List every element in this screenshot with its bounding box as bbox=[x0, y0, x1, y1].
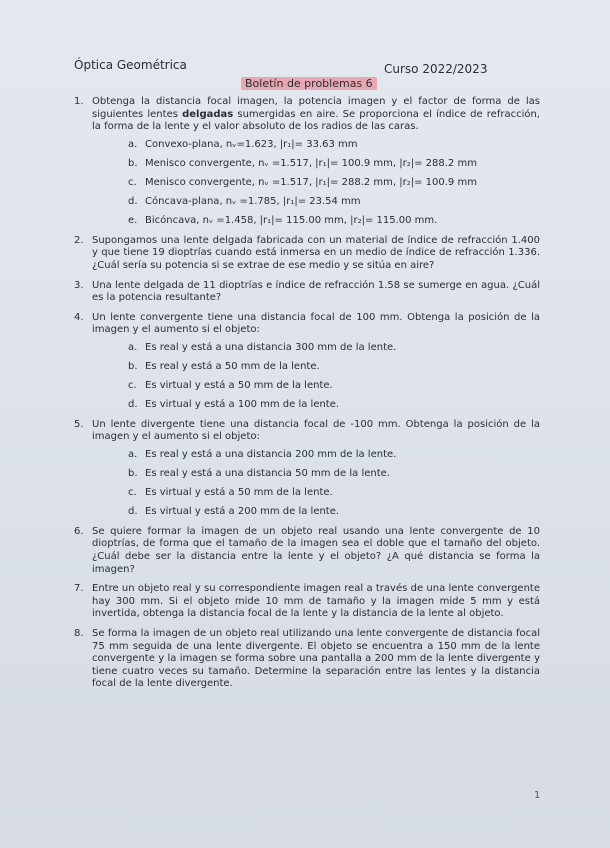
question-1 bbox=[74, 96, 540, 228]
sub-item bbox=[128, 177, 540, 190]
question-text: Un lente convergente tiene una distancia focal de 100 mm. Obtenga la posición de la imagen y el aumento si el objeto: bbox=[92, 311, 540, 336]
sub-letter: d. bbox=[128, 399, 138, 411]
question-text: Supongamos una lente delgada fabricada con un material de índice de refracción 1.400 y que tiene 19 dioptrías cuando está inmersa en un medio de índice de refracción 1.336. ¿Cuál sería su potencia si se extrae de ese medio y se sitúa en aire? bbox=[92, 234, 540, 271]
question-7 bbox=[74, 583, 540, 621]
sub-letter: a. bbox=[128, 138, 138, 150]
sub-text: Es virtual y está a 200 mm de la lente. bbox=[145, 506, 340, 518]
question-text: Obtenga la distancia focal imagen, la potencia imagen y el factor de forma de las siguientes lentes bbox=[92, 96, 540, 120]
question-2 bbox=[74, 235, 540, 273]
sub-item bbox=[128, 468, 540, 481]
sub-text: Menisco convergente, nᵥ =1.517, |r₁|= 100.9 mm, |r₂|= 288.2 mm bbox=[145, 157, 477, 169]
sub-text: Bicóncava, nᵥ =1.458, |r₁|= 115.00 mm, |r₂|= 115.00 mm. bbox=[145, 215, 438, 227]
question-5 bbox=[74, 419, 540, 519]
sub-text: Cóncava-plana, nᵥ =1.785, |r₁|= 23.54 mm bbox=[145, 196, 361, 208]
sub-list bbox=[128, 449, 540, 519]
sub-item bbox=[128, 449, 540, 462]
sub-letter: c. bbox=[128, 487, 137, 499]
sub-item bbox=[128, 158, 540, 171]
course-year: Curso 2022/2023 bbox=[384, 62, 488, 76]
sub-letter: d. bbox=[128, 196, 138, 208]
sub-text: Es real y está a una distancia 300 mm de la lente. bbox=[145, 341, 397, 353]
sub-letter: c. bbox=[128, 176, 137, 188]
question-number: 6. bbox=[74, 525, 84, 537]
sub-text: Es real y está a una distancia 200 mm de la lente. bbox=[145, 448, 397, 460]
question-emphasis: delgadas bbox=[182, 108, 234, 120]
sub-item bbox=[128, 215, 540, 228]
question-number: 2. bbox=[74, 234, 84, 246]
page-number: 1 bbox=[534, 790, 541, 801]
question-list bbox=[74, 96, 540, 698]
question-text: Entre un objeto real y su correspondiente imagen real a través de una lente convergente hay 300 mm. Si el objeto mide 10 mm de tamaño y la imagen mide 5 mm y está invertida, obtenga la distancia focal de la lente y la distancia de la lente al objeto. bbox=[92, 583, 540, 620]
sub-letter: a. bbox=[128, 448, 138, 460]
question-number: 5. bbox=[74, 418, 84, 430]
sub-letter: e. bbox=[128, 215, 138, 227]
question-number: 7. bbox=[74, 583, 84, 595]
sub-text: Es real y está a una distancia 50 mm de la lente. bbox=[145, 468, 390, 480]
sub-letter: a. bbox=[128, 341, 138, 353]
sub-text: Es virtual y está a 50 mm de la lente. bbox=[145, 380, 333, 392]
sub-text: Es virtual y está a 100 mm de la lente. bbox=[145, 399, 340, 411]
question-text: Se forma la imagen de un objeto real utilizando una lente convergente de distancia focal 75 mm seguida de una lente divergente. El objeto se encuentra a 150 mm de la lente convergente y la imagen se forma sobre una pantalla a 200 mm de la lente divergente y tiene cuatro veces su tamaño. Determine la separación entre las lentes y la distancia focal de la lente divergente. bbox=[92, 628, 540, 690]
sub-letter: b. bbox=[128, 157, 138, 169]
sub-text: Es virtual y está a 50 mm de la lente. bbox=[145, 487, 333, 499]
question-number: 3. bbox=[74, 279, 84, 291]
sub-item bbox=[128, 361, 540, 374]
sub-list bbox=[128, 342, 540, 412]
question-4 bbox=[74, 312, 540, 412]
subject-title: Óptica Geométrica bbox=[74, 58, 187, 72]
sub-letter: d. bbox=[128, 506, 138, 518]
question-number: 8. bbox=[74, 628, 84, 639]
question-text: Un lente divergente tiene una distancia focal de -100 mm. Obtenga la posición de la imagen y el aumento si el objeto: bbox=[92, 418, 540, 443]
sub-item bbox=[128, 380, 540, 393]
question-text: sumergidas en aire. Se proporciona el índice de refracción, la forma de la lente y el valor absoluto de los radios de las caras. bbox=[92, 108, 540, 133]
sub-text: Es real y está a 50 mm de la lente. bbox=[145, 361, 320, 372]
question-number: 4. bbox=[74, 311, 84, 323]
sub-letter: b. bbox=[128, 468, 138, 480]
question-3 bbox=[74, 280, 540, 305]
bulletin-title: Boletín de problemas 6 bbox=[241, 77, 377, 90]
sub-item bbox=[128, 506, 540, 519]
sub-item bbox=[128, 196, 540, 209]
sub-list bbox=[128, 139, 540, 228]
sub-letter: c. bbox=[128, 380, 137, 392]
sub-item bbox=[128, 139, 540, 152]
sub-text: Convexo-plana, nᵥ=1.623, |r₁|= 33.63 mm bbox=[145, 138, 358, 150]
sub-text: Menisco convergente, nᵥ =1.517, |r₁|= 288.2 mm, |r₂|= 100.9 mm bbox=[145, 176, 477, 188]
sub-item bbox=[128, 342, 540, 355]
question-8 bbox=[74, 628, 540, 691]
question-6 bbox=[74, 526, 540, 576]
sub-item bbox=[128, 487, 540, 500]
question-text: Una lente delgada de 11 dioptrías e índice de refracción 1.58 se sumerge en agua. ¿Cuál es la potencia resultante? bbox=[92, 279, 540, 304]
sub-letter: b. bbox=[128, 361, 138, 372]
sub-item bbox=[128, 399, 540, 412]
question-text: Se quiere formar la imagen de un objeto real usando una lente convergente de 10 dioptrías, de forma que el tamaño de la imagen sea el doble que el tamaño del objeto. ¿Cuál debe ser la distancia entre la lente y el objeto? ¿A qué distancia se forma la imagen? bbox=[92, 525, 540, 575]
question-number: 1. bbox=[74, 96, 84, 107]
